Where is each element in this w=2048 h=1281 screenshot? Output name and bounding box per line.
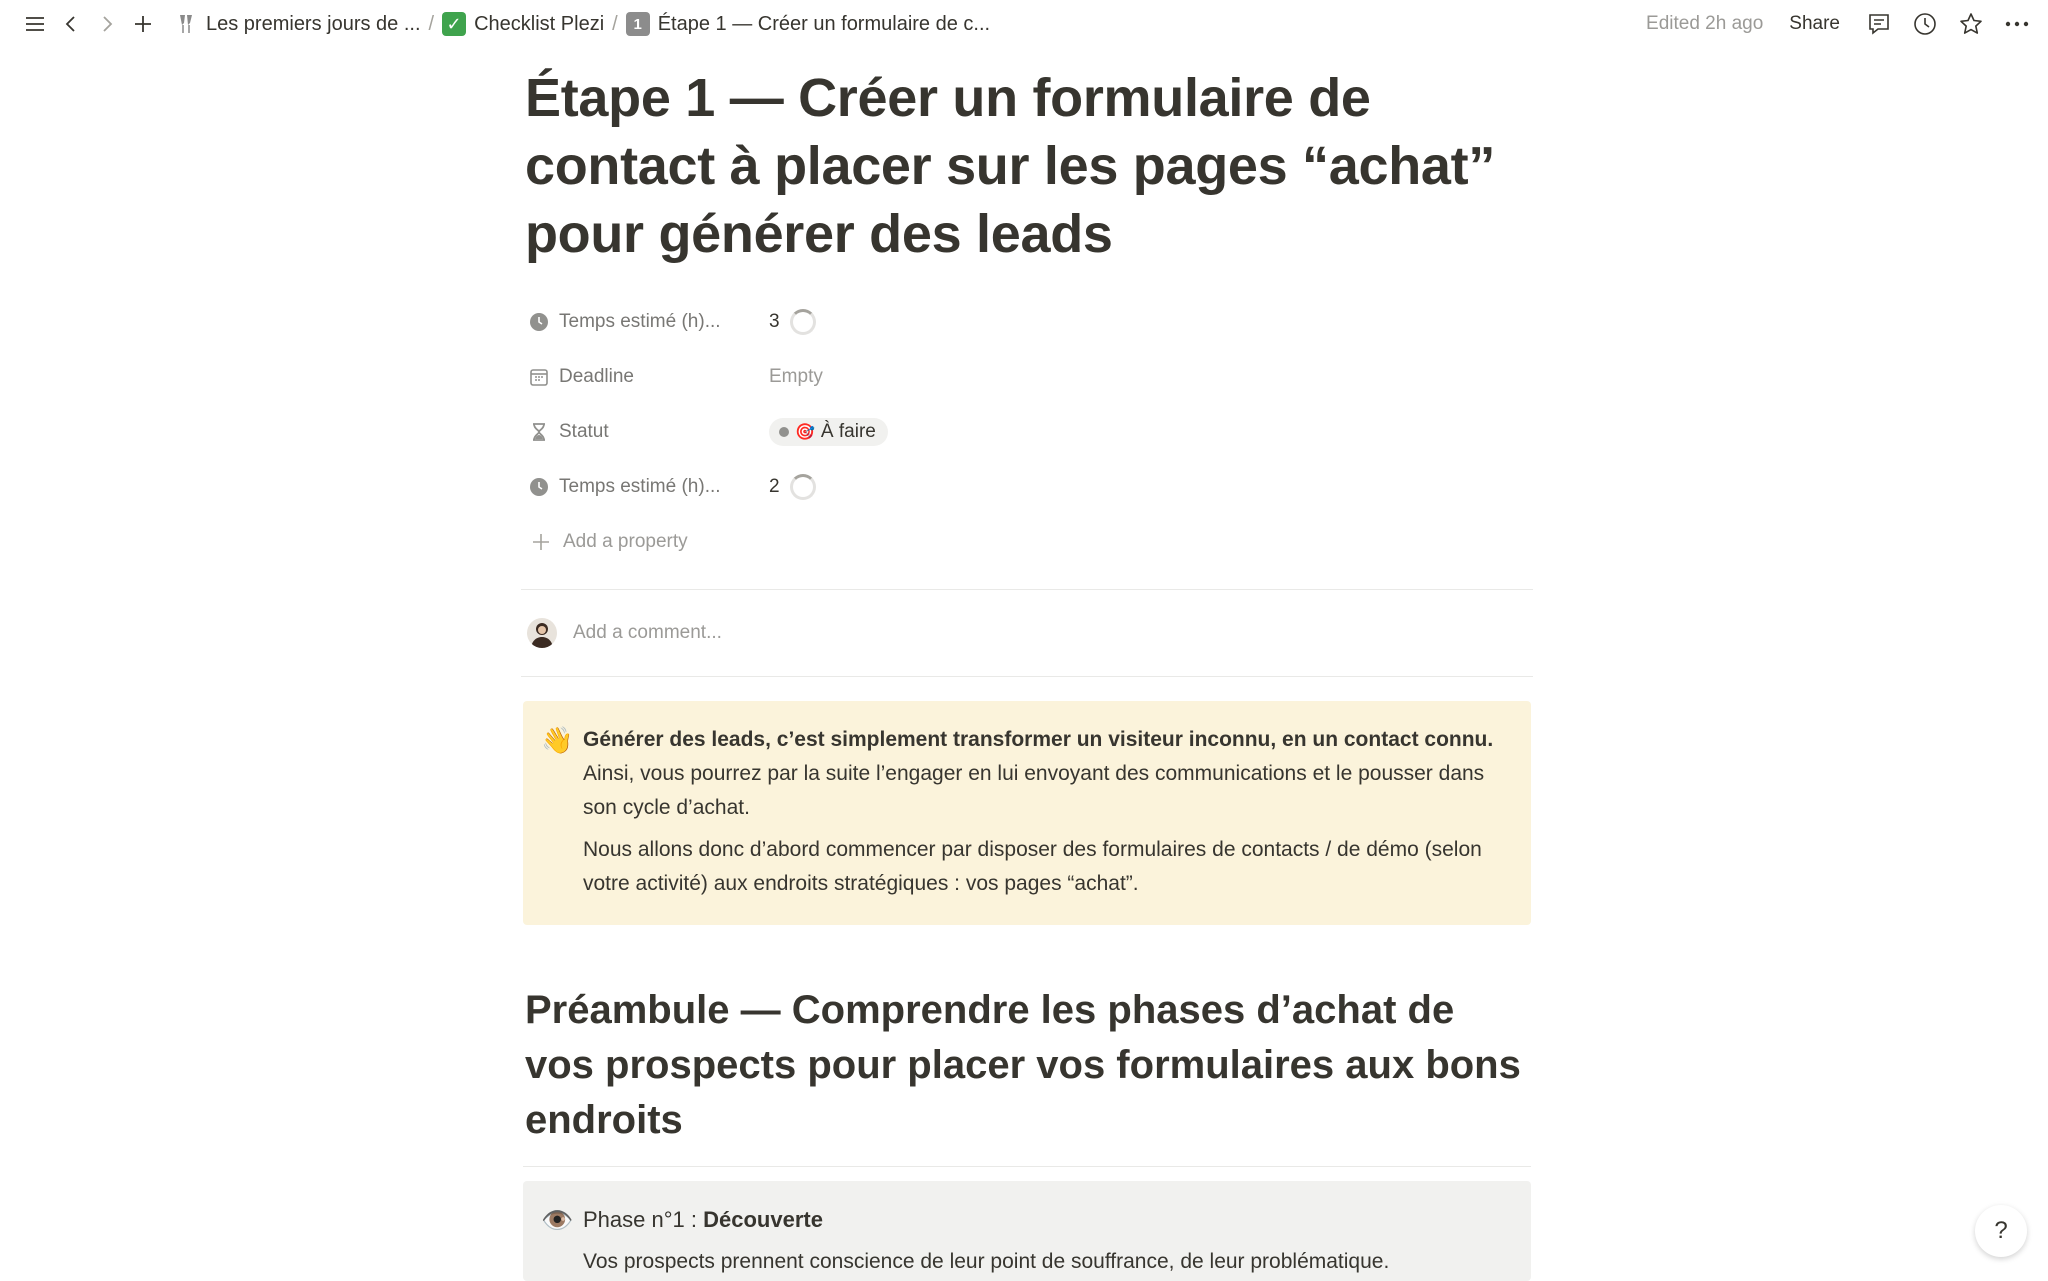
property-value[interactable] (769, 309, 816, 335)
top-bar-actions (1646, 9, 2032, 39)
check-mark-icon: ✓ (442, 12, 466, 36)
callout-paragraph: Nous allons donc d’abord commencer par disposer des formulaires de contacts / de démo (selon votre activité) aux endroits stratégiques : vos pages “achat”. (583, 838, 1482, 895)
page-title-line: contact à placer sur les pages “achat” (525, 136, 1496, 196)
property-row-temps-1[interactable] (523, 294, 1531, 349)
favorite-button[interactable] (1956, 9, 1986, 39)
calendar-icon (529, 367, 549, 387)
callout-paragraph: Vos prospects prennent conscience de leur point de souffrance, de leur problématique. (583, 1250, 1390, 1273)
breadcrumb-item-current[interactable] (620, 10, 996, 38)
comment-input[interactable]: Add a comment... (573, 622, 722, 643)
star-icon (1958, 11, 1984, 37)
more-horizontal-icon (2003, 11, 2031, 37)
top-bar (0, 0, 2048, 48)
callout-body (583, 1203, 1389, 1281)
property-label: Temps estimé (h)... (559, 475, 721, 497)
help-button[interactable]: ? (1975, 1205, 2027, 1257)
property-value[interactable] (769, 474, 816, 500)
heading-line: endroits (525, 1098, 683, 1142)
property-value[interactable] (769, 418, 888, 446)
back-button[interactable] (56, 9, 86, 39)
waving-hand-icon: 👋 (541, 725, 574, 755)
share-button[interactable]: Share (1789, 13, 1840, 34)
breadcrumb-separator: / (612, 12, 618, 35)
callout-text: Ainsi, vous pourrez par la suite l’engager en lui envoyant des communications et le pousser dans son cycle d’achat. (583, 762, 1485, 819)
status-dot-icon (779, 427, 789, 437)
page-title[interactable] (523, 64, 1531, 268)
avatar (527, 618, 557, 648)
plus-icon (132, 13, 154, 35)
breadcrumb-label: Checklist Plezi (474, 12, 605, 35)
new-page-button[interactable] (128, 9, 158, 39)
property-row-statut[interactable] (523, 404, 1531, 459)
progress-ring-icon (790, 309, 816, 335)
status-badge[interactable] (769, 418, 888, 446)
callout-phase-1[interactable] (523, 1181, 1531, 1281)
phase-prefix: Phase n°1 : (583, 1207, 704, 1232)
property-row-temps-2[interactable] (523, 459, 1531, 514)
divider (521, 676, 1533, 677)
heading-line: vos prospects pour placer vos formulaires aux bons (525, 1043, 1521, 1087)
forward-button[interactable] (92, 9, 122, 39)
nav-group (20, 9, 158, 39)
date-value: Empty (769, 365, 823, 387)
properties-panel (523, 294, 1531, 569)
callout-paragraph (583, 1203, 1389, 1237)
property-name[interactable] (523, 421, 769, 443)
chevron-left-icon (60, 13, 82, 35)
property-label: Temps estimé (h)... (559, 310, 721, 332)
breadcrumb-item-checklist[interactable] (436, 10, 610, 38)
target-icon: 🎯 (795, 423, 815, 441)
property-name[interactable] (523, 476, 769, 498)
comments-button[interactable] (1864, 9, 1894, 39)
rollup-number: 2 (769, 475, 780, 497)
breadcrumb-label: Les premiers jours de ... (206, 12, 421, 35)
breadcrumb-separator: / (428, 12, 435, 35)
hourglass-icon (529, 422, 549, 442)
status-label: À faire (820, 420, 876, 442)
property-row-deadline[interactable] (523, 349, 1531, 404)
more-options-button[interactable] (2002, 9, 2032, 39)
chevron-right-icon (96, 13, 118, 35)
phase-name: Découverte (703, 1207, 823, 1232)
page-title-line: Étape 1 — Créer un formulaire de (525, 68, 1371, 128)
callout-bold-text: Générer des leads, c’est simplement transformer un visiteur inconnu, en un contact connu. (583, 728, 1494, 751)
sidebar-toggle-button[interactable] (20, 9, 50, 39)
clock-icon (529, 477, 549, 497)
property-name[interactable] (523, 311, 769, 333)
callout-body (583, 723, 1501, 901)
clock-icon (529, 312, 549, 332)
callout-paragraph (583, 723, 1501, 825)
add-property-button[interactable] (523, 514, 1531, 569)
edited-timestamp: Edited 2h ago (1646, 13, 1764, 34)
updates-button[interactable] (1910, 9, 1940, 39)
keycap-one-icon: 1 (626, 12, 650, 36)
eye-icon: 👁️ (541, 1205, 574, 1235)
progress-ring-icon (790, 474, 816, 500)
wine-glass-icon (174, 12, 198, 36)
page-title-line: pour générer des leads (525, 204, 1113, 264)
heading-line: Préambule — Comprendre les phases d’achat de (525, 988, 1455, 1032)
property-label: Statut (559, 420, 609, 442)
breadcrumb (168, 10, 996, 38)
comment-icon (1866, 11, 1892, 37)
property-name[interactable] (523, 366, 769, 388)
user-avatar-icon (527, 618, 557, 648)
callout-intro[interactable] (523, 701, 1531, 925)
breadcrumb-item-parent[interactable] (168, 10, 427, 38)
property-value[interactable] (769, 366, 823, 388)
property-label: Deadline (559, 365, 634, 387)
page-content (523, 64, 1531, 1281)
comment-composer[interactable] (523, 590, 1531, 676)
clock-icon (1912, 11, 1938, 37)
plus-icon (531, 532, 551, 552)
breadcrumb-label: Étape 1 — Créer un formulaire de c... (657, 12, 991, 35)
menu-icon (23, 12, 47, 36)
section-heading[interactable] (523, 983, 1531, 1167)
rollup-number: 3 (769, 310, 780, 332)
add-property-label: Add a property (563, 530, 688, 552)
